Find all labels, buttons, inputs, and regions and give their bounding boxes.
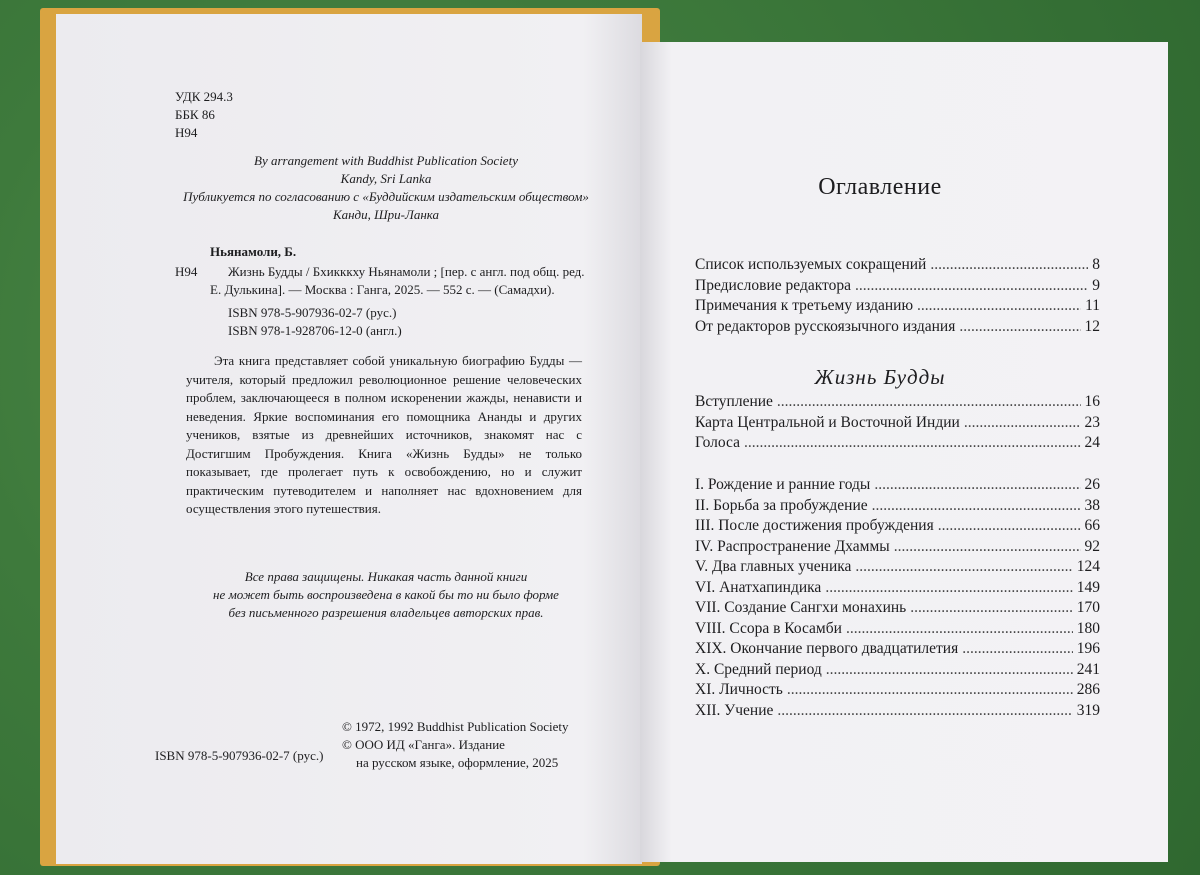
- toc-entry-title: X. Средний период: [695, 660, 822, 678]
- toc-entry-title: I. Рождение и ранние годы: [695, 476, 871, 493]
- toc-entry-page: 8: [1092, 256, 1100, 273]
- toc-entry-page: 26: [1084, 476, 1100, 493]
- arrangement-notice: [166, 152, 606, 224]
- toc-entry: [695, 639, 1100, 659]
- toc-entry: [695, 433, 1100, 453]
- toc-entry-title: III. После достижения пробуждения: [695, 517, 934, 534]
- toc-leader-dots: [787, 680, 1073, 700]
- section-title: Жизнь Будды: [814, 365, 946, 389]
- toc-entry-title: От редакторов русскоязычного издания: [695, 318, 956, 336]
- catalog-line: Жизнь Будды / Бхикккху Ньянамоли ; [пер. с англ. под общ. ред.: [228, 264, 585, 279]
- toc-entry-title: Примечания к третьему изданию: [695, 297, 914, 315]
- toc-entry-page: 24: [1084, 434, 1100, 451]
- toc-leader-dots: [825, 578, 1072, 598]
- toc-title: Оглавление: [818, 174, 942, 200]
- annotation: Эта книга представляет собой уникальную биографию Будды — учителя, который предложил революционное решение человеческих проблем, заключающееся в полном искоренении жажды, ненависти и неведения. Яркие воспоминания его помощника Ананды и других учеников, взятые из древнейших источников, знакомят нас с Достигшим Пробуждения. Книга «Жизнь Будды» не только показывает, где пролегает путь к освобождению, но и служит практическим путеводителем и наполняет нас вдохновением для осуществления этого путешествия.: [186, 353, 582, 516]
- toc-entry-page: 66: [1084, 517, 1100, 534]
- toc-entry-page: 149: [1076, 578, 1100, 596]
- toc-entry-title: IV. Распространение Дхаммы: [695, 537, 890, 555]
- toc-entry-page: 180: [1076, 619, 1100, 637]
- rights-line: не может быть воспроизведена в какой бы то ни было форме: [213, 587, 559, 602]
- catalog-code: Н94: [175, 264, 198, 279]
- classification-codes: [175, 88, 233, 142]
- copyright-line: © ООО ИД «Ганга». Издание: [342, 737, 505, 752]
- toc-entry: [695, 701, 1100, 721]
- arrangement-line: Kandy, Sri Lanka: [340, 171, 432, 186]
- arrangement-line: Публикуется по согласованию с «Буддийским издательским обществом»: [183, 189, 589, 204]
- toc-entry-page: 16: [1084, 393, 1100, 410]
- toc-entry: [695, 619, 1100, 639]
- author-mark: Н94: [175, 125, 198, 140]
- copyright-notice: [342, 718, 569, 772]
- toc-leader-dots: [872, 496, 1081, 516]
- toc-leader-dots: [917, 296, 1081, 316]
- toc-entry: [695, 516, 1100, 536]
- toc-entry: [695, 598, 1100, 618]
- catalog-line: Е. Дулькина]. — Москва : Ганга, 2025. — 552 с. — (Самадхи).: [210, 282, 555, 297]
- toc-leader-dots: [855, 557, 1072, 577]
- toc-leader-dots: [938, 516, 1081, 536]
- author-heading: Ньянамоли, Б.: [210, 244, 297, 259]
- toc-entry: [695, 680, 1100, 700]
- toc-entry-page: 11: [1085, 297, 1100, 315]
- toc-entry-title: Вступление: [695, 393, 773, 410]
- toc-leader-dots: [959, 317, 1080, 337]
- toc-leader-dots: [874, 475, 1080, 495]
- right-page: [640, 42, 1168, 862]
- copyright-line: © 1972, 1992 Buddhist Publication Society: [342, 719, 569, 734]
- toc-entry-title: Предисловие редактора: [695, 276, 851, 294]
- toc-entry-page: 170: [1076, 599, 1100, 616]
- toc-entry-page: 286: [1076, 681, 1100, 698]
- arrangement-line: By arrangement with Buddhist Publication Society: [254, 153, 518, 168]
- toc-leader-dots: [744, 433, 1081, 453]
- left-page: [56, 14, 642, 864]
- toc-entry: [695, 475, 1100, 495]
- toc-entry: [695, 317, 1100, 337]
- rights-notice: [166, 568, 606, 622]
- isbn-english: ISBN 978-1-928706-12-0 (англ.): [228, 323, 402, 338]
- toc-entry-title: Карта Центральной и Восточной Индии: [695, 413, 960, 431]
- toc-leader-dots: [964, 413, 1081, 433]
- toc-entry: [695, 578, 1100, 598]
- rights-line: без письменного разрешения владельцев авторских прав.: [228, 605, 544, 620]
- toc-leader-dots: [777, 701, 1072, 721]
- toc-entry-title: Голоса: [695, 434, 740, 451]
- toc-entry-page: 23: [1084, 413, 1100, 431]
- toc-entry: [695, 660, 1100, 680]
- toc-entry-title: VIII. Ссора в Косамби: [695, 619, 842, 637]
- udk-code: УДК 294.3: [175, 89, 233, 104]
- rights-line: Все права защищены. Никакая часть данной книги: [244, 569, 528, 584]
- toc-entry-title: VII. Создание Сангхи монахинь: [695, 599, 907, 616]
- toc-leader-dots: [777, 392, 1081, 412]
- toc-entry-title: VI. Анатхапиндика: [695, 578, 822, 596]
- toc-entry-page: 9: [1092, 276, 1100, 294]
- toc-entry: [695, 537, 1100, 557]
- toc-entry-page: 319: [1076, 701, 1100, 719]
- toc-entry-page: 196: [1076, 640, 1100, 657]
- bbk-code: ББК 86: [175, 107, 215, 122]
- toc-entry-title: Список используемых сокращений: [695, 256, 927, 273]
- arrangement-line: Канди, Шри-Ланка: [332, 207, 440, 222]
- toc-entry-title: XII. Учение: [695, 701, 774, 719]
- toc-entry-title: XIX. Окончание первого двадцатилетия: [695, 640, 959, 657]
- toc-leader-dots: [910, 598, 1073, 618]
- toc-leader-dots: [846, 619, 1073, 639]
- toc-leader-dots: [855, 276, 1088, 296]
- toc-entry-page: 124: [1076, 558, 1100, 575]
- toc-leader-dots: [826, 660, 1073, 680]
- isbn-russian: ISBN 978-5-907936-02-7 (рус.): [228, 305, 397, 320]
- toc-leader-dots: [894, 537, 1081, 557]
- toc-leader-dots: [930, 255, 1088, 275]
- toc-entry: [695, 296, 1100, 316]
- toc-entry-title: V. Два главных ученика: [695, 558, 852, 575]
- toc-entry: [695, 413, 1100, 433]
- toc-entry: [695, 496, 1100, 516]
- toc-leader-dots: [962, 639, 1073, 659]
- toc-entry-title: XI. Личность: [695, 681, 783, 698]
- bottom-isbn: ISBN 978-5-907936-02-7 (рус.): [155, 748, 324, 763]
- toc-entry: [695, 557, 1100, 577]
- toc-entry: [695, 392, 1100, 412]
- toc-entry: [695, 276, 1100, 296]
- copyright-line: на русском языке, оформление, 2025: [356, 755, 559, 770]
- toc-entry-page: 12: [1084, 318, 1100, 336]
- toc-entry-title: II. Борьба за пробуждение: [695, 496, 868, 514]
- toc-entry-page: 38: [1084, 496, 1100, 514]
- toc-entry-page: 241: [1076, 660, 1100, 678]
- toc-entry-page: 92: [1084, 537, 1100, 555]
- toc-entry: [695, 255, 1100, 275]
